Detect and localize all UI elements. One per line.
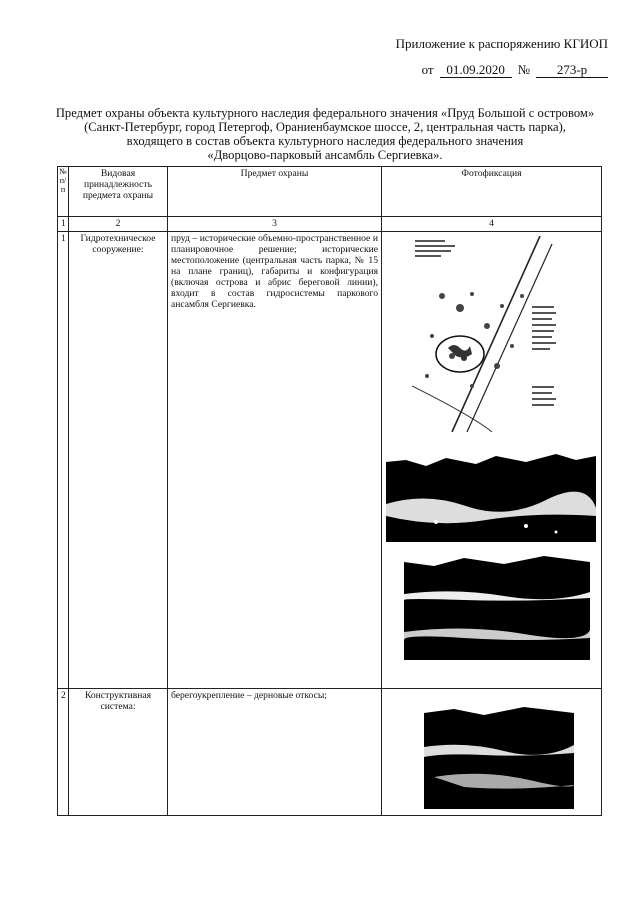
row-photos (382, 689, 602, 816)
row-number: 1 (58, 232, 69, 689)
column-number: 4 (382, 217, 602, 232)
pond-photo-1 (386, 442, 596, 542)
column-number: 2 (69, 217, 168, 232)
number-prefix: № (517, 62, 530, 77)
column-number: 1 (58, 217, 69, 232)
title-line: Предмет охраны объекта культурного наследия федерального значения «Пруд Большой с островом» (55, 106, 595, 120)
row-number: 2 (58, 689, 69, 816)
document-title (40, 106, 610, 162)
row-photos (382, 232, 602, 689)
row-kind: Гидротехническое сооружение: (69, 232, 168, 689)
table-row (58, 689, 602, 816)
decree-number: 273-р (536, 63, 608, 78)
pond-photo-2 (404, 554, 590, 660)
appendix-label: Приложение к распоряжению КГИОП (395, 36, 608, 51)
column-number: 3 (168, 217, 382, 232)
row-subject: пруд – исторические объемно-пространственное и планировочное решение; исторические местоположение (центральная часть парка, № 15 на плане границ), габариты и конфигурация (включая острова и абрис береговой линии), входит в состав гидросистемы паркового ансамбля Сергиевка. (168, 232, 382, 689)
column-number-row (58, 217, 602, 232)
date-prefix: от (421, 62, 434, 77)
table-header-row (58, 167, 602, 217)
row-kind: Конструктивная система: (69, 689, 168, 816)
header-kind: Видовая принадлежность предмета охраны (69, 167, 168, 217)
site-plan-image (412, 236, 560, 432)
appendix-date-line (348, 62, 608, 78)
bank-photo (424, 699, 574, 809)
row-subject: берегоукрепление – дерновые откосы; (168, 689, 382, 816)
header-number: № п/п (58, 167, 69, 217)
title-line: входящего в состав объекта культурного наследия федерального значения (126, 134, 524, 148)
header-photo: Фотофиксация (382, 167, 602, 217)
appendix-header (348, 36, 608, 78)
table-row (58, 232, 602, 689)
protection-table (57, 166, 602, 816)
header-subject: Предмет охраны (168, 167, 382, 217)
title-line: (Санкт-Петербург, город Петергоф, Ораниенбаумское шоссе, 2, центральная часть парка), (84, 120, 566, 134)
title-line: «Дворцово-парковый ансамбль Сергиевка». (207, 148, 443, 162)
decree-date: 01.09.2020 (440, 63, 512, 78)
